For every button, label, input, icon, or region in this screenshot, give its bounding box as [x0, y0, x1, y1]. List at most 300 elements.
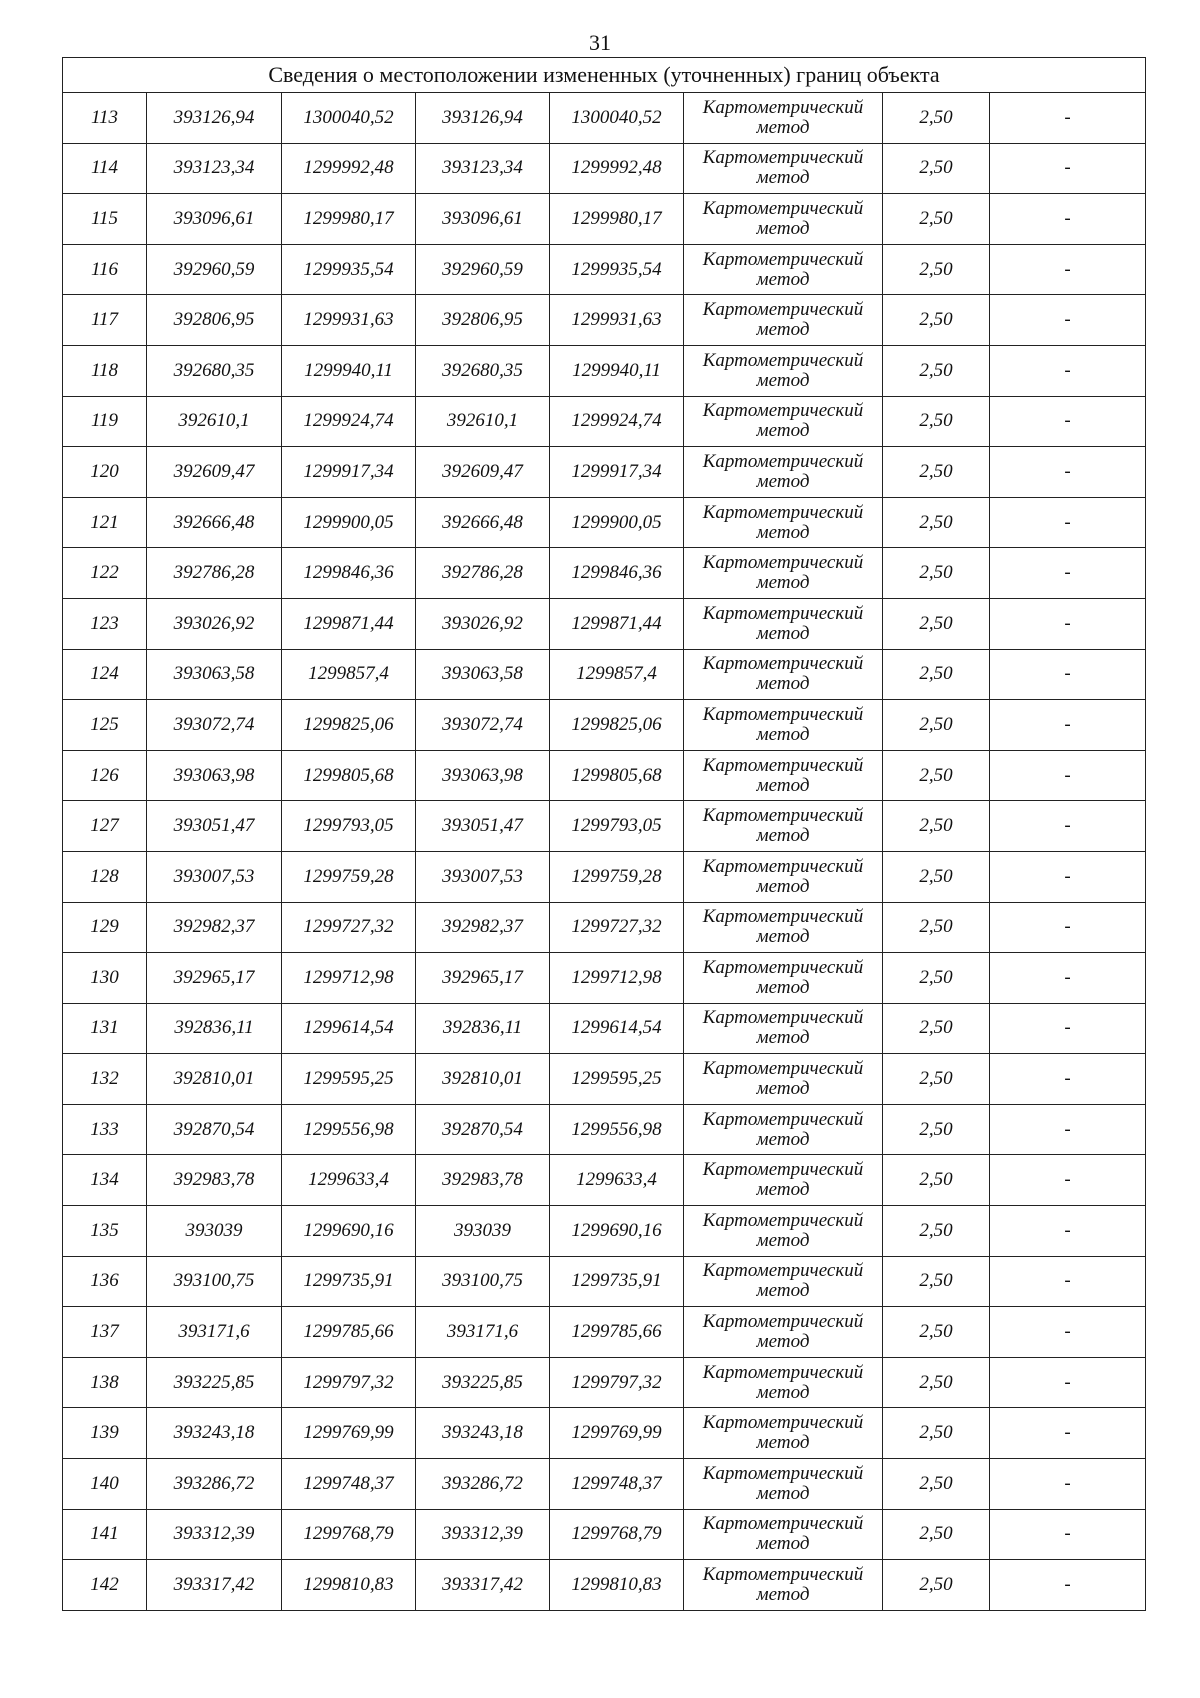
- method-cell: [684, 1054, 883, 1105]
- method-line1: Картометрический: [702, 501, 864, 523]
- method-line2: метод: [756, 926, 810, 948]
- accuracy-cell: 2,50: [883, 598, 990, 649]
- method-cell: [684, 295, 883, 346]
- existing-x-cell: 393072,74: [147, 700, 282, 751]
- method-line2: метод: [756, 1533, 810, 1555]
- refined-y-cell: 1299759,28: [550, 851, 684, 902]
- existing-x-cell: 393126,94: [147, 93, 282, 144]
- method-line1: Картометрический: [702, 1311, 864, 1333]
- method-line1: Картометрический: [702, 1361, 864, 1383]
- accuracy-cell: 2,50: [883, 851, 990, 902]
- table-row: [63, 345, 1146, 396]
- point-number-cell: 127: [63, 801, 147, 852]
- note-cell: -: [990, 700, 1146, 751]
- method-line1: Картометрический: [702, 400, 864, 422]
- refined-y-cell: 1299935,54: [550, 244, 684, 295]
- point-number-cell: 126: [63, 750, 147, 801]
- refined-y-cell: 1299595,25: [550, 1054, 684, 1105]
- method-line1: Картометрический: [702, 754, 864, 776]
- accuracy-cell: 2,50: [883, 1155, 990, 1206]
- method-line2: метод: [756, 1179, 810, 1201]
- note-cell: -: [990, 953, 1146, 1004]
- table-row: [63, 1155, 1146, 1206]
- note-cell: -: [990, 1509, 1146, 1560]
- note-cell: -: [990, 1357, 1146, 1408]
- existing-x-cell: 393096,61: [147, 194, 282, 245]
- method-line2: метод: [756, 622, 810, 644]
- existing-x-cell: 393026,92: [147, 598, 282, 649]
- existing-x-cell: 393225,85: [147, 1357, 282, 1408]
- table-body: [63, 93, 1146, 1611]
- existing-x-cell: 393312,39: [147, 1509, 282, 1560]
- existing-x-cell: 392806,95: [147, 295, 282, 346]
- method-line2: метод: [756, 1128, 810, 1150]
- table-row: [63, 244, 1146, 295]
- existing-y-cell: 1299825,06: [282, 700, 416, 751]
- method-line1: Картометрический: [702, 299, 864, 321]
- existing-y-cell: 1299900,05: [282, 497, 416, 548]
- method-line1: Картометрический: [702, 1564, 864, 1586]
- method-cell: [684, 143, 883, 194]
- method-line2: метод: [756, 1432, 810, 1454]
- note-cell: -: [990, 750, 1146, 801]
- refined-y-cell: 1299690,16: [550, 1206, 684, 1257]
- method-line1: Картометрический: [702, 1260, 864, 1282]
- table-row: [63, 902, 1146, 953]
- table-row: [63, 1256, 1146, 1307]
- point-number-cell: 116: [63, 244, 147, 295]
- table-row: [63, 93, 1146, 144]
- note-cell: -: [990, 598, 1146, 649]
- point-number-cell: 134: [63, 1155, 147, 1206]
- method-line2: метод: [756, 470, 810, 492]
- note-cell: -: [990, 396, 1146, 447]
- method-line2: метод: [756, 723, 810, 745]
- accuracy-cell: 2,50: [883, 497, 990, 548]
- method-cell: [684, 93, 883, 144]
- point-number-cell: 142: [63, 1560, 147, 1611]
- method-cell: [684, 194, 883, 245]
- existing-x-cell: 392836,11: [147, 1003, 282, 1054]
- accuracy-cell: 2,50: [883, 801, 990, 852]
- refined-y-cell: 1299940,11: [550, 345, 684, 396]
- point-number-cell: 133: [63, 1104, 147, 1155]
- refined-y-cell: 1299825,06: [550, 700, 684, 751]
- boundary-coordinates-table: [62, 57, 1146, 1611]
- point-number-cell: 136: [63, 1256, 147, 1307]
- refined-y-cell: 1299748,37: [550, 1459, 684, 1510]
- refined-y-cell: 1299924,74: [550, 396, 684, 447]
- refined-y-cell: 1300040,52: [550, 93, 684, 144]
- accuracy-cell: 2,50: [883, 1003, 990, 1054]
- note-cell: -: [990, 295, 1146, 346]
- refined-y-cell: 1299900,05: [550, 497, 684, 548]
- method-line1: Картометрический: [702, 653, 864, 675]
- method-line1: Картометрический: [702, 96, 864, 118]
- existing-y-cell: 1299917,34: [282, 447, 416, 498]
- method-line1: Картометрический: [702, 1209, 864, 1231]
- existing-x-cell: 392960,59: [147, 244, 282, 295]
- method-cell: [684, 1408, 883, 1459]
- refined-x-cell: 393072,74: [416, 700, 550, 751]
- method-cell: [684, 345, 883, 396]
- method-line2: метод: [756, 976, 810, 998]
- refined-x-cell: 393063,58: [416, 649, 550, 700]
- refined-x-cell: 392609,47: [416, 447, 550, 498]
- method-line2: метод: [756, 268, 810, 290]
- method-line2: метод: [756, 875, 810, 897]
- method-line1: Картометрический: [702, 1108, 864, 1130]
- refined-y-cell: 1299992,48: [550, 143, 684, 194]
- method-cell: [684, 1206, 883, 1257]
- existing-x-cell: 392810,01: [147, 1054, 282, 1105]
- table-row: [63, 1408, 1146, 1459]
- method-line2: метод: [756, 825, 810, 847]
- method-line1: Картометрический: [702, 703, 864, 725]
- existing-y-cell: 1299793,05: [282, 801, 416, 852]
- existing-y-cell: 1299924,74: [282, 396, 416, 447]
- method-line1: Картометрический: [702, 349, 864, 371]
- method-line1: Картометрический: [702, 552, 864, 574]
- note-cell: -: [990, 649, 1146, 700]
- note-cell: -: [990, 1307, 1146, 1358]
- refined-y-cell: 1299769,99: [550, 1408, 684, 1459]
- refined-x-cell: 392836,11: [416, 1003, 550, 1054]
- accuracy-cell: 2,50: [883, 1256, 990, 1307]
- table-row: [63, 1509, 1146, 1560]
- accuracy-cell: 2,50: [883, 244, 990, 295]
- existing-y-cell: 1299556,98: [282, 1104, 416, 1155]
- note-cell: -: [990, 1256, 1146, 1307]
- accuracy-cell: 2,50: [883, 295, 990, 346]
- refined-x-cell: 393063,98: [416, 750, 550, 801]
- accuracy-cell: 2,50: [883, 143, 990, 194]
- note-cell: -: [990, 1054, 1146, 1105]
- table-row: [63, 548, 1146, 599]
- point-number-cell: 131: [63, 1003, 147, 1054]
- point-number-cell: 132: [63, 1054, 147, 1105]
- method-line1: Картометрический: [702, 248, 864, 270]
- method-line2: метод: [756, 1584, 810, 1606]
- note-cell: -: [990, 1155, 1146, 1206]
- refined-x-cell: 393312,39: [416, 1509, 550, 1560]
- refined-y-cell: 1299871,44: [550, 598, 684, 649]
- refined-y-cell: 1299810,83: [550, 1560, 684, 1611]
- table-row: [63, 750, 1146, 801]
- accuracy-cell: 2,50: [883, 1054, 990, 1105]
- method-line1: Картометрический: [702, 855, 864, 877]
- accuracy-cell: 2,50: [883, 345, 990, 396]
- refined-x-cell: 393171,6: [416, 1307, 550, 1358]
- existing-y-cell: 1299935,54: [282, 244, 416, 295]
- note-cell: -: [990, 143, 1146, 194]
- note-cell: -: [990, 1459, 1146, 1510]
- existing-x-cell: 392609,47: [147, 447, 282, 498]
- table-row: [63, 143, 1146, 194]
- method-cell: [684, 1104, 883, 1155]
- point-number-cell: 120: [63, 447, 147, 498]
- existing-y-cell: 1299690,16: [282, 1206, 416, 1257]
- existing-y-cell: 1299633,4: [282, 1155, 416, 1206]
- accuracy-cell: 2,50: [883, 548, 990, 599]
- existing-x-cell: 392983,78: [147, 1155, 282, 1206]
- table-row: [63, 1307, 1146, 1358]
- accuracy-cell: 2,50: [883, 396, 990, 447]
- existing-y-cell: 1299846,36: [282, 548, 416, 599]
- method-cell: [684, 700, 883, 751]
- method-cell: [684, 598, 883, 649]
- method-line1: Картометрический: [702, 906, 864, 928]
- existing-x-cell: 393317,42: [147, 1560, 282, 1611]
- existing-x-cell: 393286,72: [147, 1459, 282, 1510]
- point-number-cell: 128: [63, 851, 147, 902]
- table-row: [63, 598, 1146, 649]
- point-number-cell: 124: [63, 649, 147, 700]
- method-cell: [684, 1155, 883, 1206]
- note-cell: -: [990, 1560, 1146, 1611]
- point-number-cell: 130: [63, 953, 147, 1004]
- existing-y-cell: 1299805,68: [282, 750, 416, 801]
- table-row: [63, 801, 1146, 852]
- method-line1: Картометрический: [702, 1513, 864, 1535]
- table-row: [63, 1003, 1146, 1054]
- refined-x-cell: 392786,28: [416, 548, 550, 599]
- refined-y-cell: 1299633,4: [550, 1155, 684, 1206]
- table-row: [63, 1459, 1146, 1510]
- existing-y-cell: 1299768,79: [282, 1509, 416, 1560]
- refined-x-cell: 392610,1: [416, 396, 550, 447]
- method-cell: [684, 1560, 883, 1611]
- table-row: [63, 953, 1146, 1004]
- existing-y-cell: 1299759,28: [282, 851, 416, 902]
- method-line2: метод: [756, 572, 810, 594]
- accuracy-cell: 2,50: [883, 649, 990, 700]
- accuracy-cell: 2,50: [883, 1206, 990, 1257]
- method-cell: [684, 447, 883, 498]
- existing-x-cell: 392870,54: [147, 1104, 282, 1155]
- method-cell: [684, 851, 883, 902]
- existing-x-cell: 393100,75: [147, 1256, 282, 1307]
- note-cell: -: [990, 548, 1146, 599]
- method-line2: метод: [756, 1381, 810, 1403]
- note-cell: -: [990, 345, 1146, 396]
- method-cell: [684, 1307, 883, 1358]
- existing-y-cell: 1299748,37: [282, 1459, 416, 1510]
- point-number-cell: 122: [63, 548, 147, 599]
- note-cell: -: [990, 194, 1146, 245]
- note-cell: -: [990, 447, 1146, 498]
- table-title-row: [63, 58, 1146, 93]
- existing-x-cell: 392786,28: [147, 548, 282, 599]
- existing-x-cell: 392982,37: [147, 902, 282, 953]
- note-cell: -: [990, 244, 1146, 295]
- accuracy-cell: 2,50: [883, 1560, 990, 1611]
- table-row: [63, 700, 1146, 751]
- method-cell: [684, 1509, 883, 1560]
- method-line2: метод: [756, 673, 810, 695]
- point-number-cell: 137: [63, 1307, 147, 1358]
- existing-y-cell: 1299810,83: [282, 1560, 416, 1611]
- table-row: [63, 649, 1146, 700]
- accuracy-cell: 2,50: [883, 1459, 990, 1510]
- accuracy-cell: 2,50: [883, 1307, 990, 1358]
- refined-y-cell: 1299768,79: [550, 1509, 684, 1560]
- table-row: [63, 851, 1146, 902]
- point-number-cell: 119: [63, 396, 147, 447]
- point-number-cell: 135: [63, 1206, 147, 1257]
- existing-x-cell: 392965,17: [147, 953, 282, 1004]
- refined-x-cell: 392680,35: [416, 345, 550, 396]
- note-cell: -: [990, 851, 1146, 902]
- table-row: [63, 1357, 1146, 1408]
- method-cell: [684, 1459, 883, 1510]
- table-row: [63, 1560, 1146, 1611]
- refined-y-cell: 1299931,63: [550, 295, 684, 346]
- refined-y-cell: 1299980,17: [550, 194, 684, 245]
- existing-y-cell: 1299797,32: [282, 1357, 416, 1408]
- accuracy-cell: 2,50: [883, 953, 990, 1004]
- existing-x-cell: 392680,35: [147, 345, 282, 396]
- existing-y-cell: 1299785,66: [282, 1307, 416, 1358]
- refined-y-cell: 1299735,91: [550, 1256, 684, 1307]
- method-line1: Картометрический: [702, 147, 864, 169]
- refined-x-cell: 393039: [416, 1206, 550, 1257]
- method-line1: Картометрический: [702, 805, 864, 827]
- method-line2: метод: [756, 1280, 810, 1302]
- accuracy-cell: 2,50: [883, 194, 990, 245]
- method-line2: метод: [756, 1331, 810, 1353]
- method-line2: метод: [756, 1078, 810, 1100]
- refined-y-cell: 1299614,54: [550, 1003, 684, 1054]
- method-cell: [684, 801, 883, 852]
- note-cell: -: [990, 497, 1146, 548]
- note-cell: -: [990, 93, 1146, 144]
- point-number-cell: 114: [63, 143, 147, 194]
- method-line1: Картометрический: [702, 956, 864, 978]
- refined-x-cell: 393225,85: [416, 1357, 550, 1408]
- existing-y-cell: 1299595,25: [282, 1054, 416, 1105]
- note-cell: -: [990, 801, 1146, 852]
- accuracy-cell: 2,50: [883, 1408, 990, 1459]
- existing-y-cell: 1300040,52: [282, 93, 416, 144]
- method-line2: метод: [756, 521, 810, 543]
- accuracy-cell: 2,50: [883, 750, 990, 801]
- note-cell: -: [990, 1408, 1146, 1459]
- method-cell: [684, 649, 883, 700]
- existing-x-cell: 393243,18: [147, 1408, 282, 1459]
- method-cell: [684, 244, 883, 295]
- refined-y-cell: 1299556,98: [550, 1104, 684, 1155]
- method-line2: метод: [756, 1027, 810, 1049]
- note-cell: -: [990, 1206, 1146, 1257]
- refined-y-cell: 1299805,68: [550, 750, 684, 801]
- refined-x-cell: 393243,18: [416, 1408, 550, 1459]
- refined-x-cell: 392960,59: [416, 244, 550, 295]
- table-row: [63, 295, 1146, 346]
- existing-x-cell: 393063,98: [147, 750, 282, 801]
- method-line1: Картометрический: [702, 1412, 864, 1434]
- method-line1: Картометрический: [702, 450, 864, 472]
- refined-x-cell: 392806,95: [416, 295, 550, 346]
- point-number-cell: 139: [63, 1408, 147, 1459]
- existing-x-cell: 393123,34: [147, 143, 282, 194]
- method-cell: [684, 548, 883, 599]
- table-row: [63, 1054, 1146, 1105]
- existing-y-cell: 1299735,91: [282, 1256, 416, 1307]
- accuracy-cell: 2,50: [883, 447, 990, 498]
- refined-y-cell: 1299846,36: [550, 548, 684, 599]
- method-line1: Картометрический: [702, 1159, 864, 1181]
- method-cell: [684, 902, 883, 953]
- point-number-cell: 125: [63, 700, 147, 751]
- refined-x-cell: 392666,48: [416, 497, 550, 548]
- table-row: [63, 1104, 1146, 1155]
- point-number-cell: 113: [63, 93, 147, 144]
- refined-y-cell: 1299785,66: [550, 1307, 684, 1358]
- point-number-cell: 115: [63, 194, 147, 245]
- table-title: Сведения о местоположении измененных (уточненных) границ объекта: [63, 58, 1146, 93]
- refined-y-cell: 1299793,05: [550, 801, 684, 852]
- existing-x-cell: 393063,58: [147, 649, 282, 700]
- existing-y-cell: 1299871,44: [282, 598, 416, 649]
- refined-x-cell: 392870,54: [416, 1104, 550, 1155]
- existing-y-cell: 1299727,32: [282, 902, 416, 953]
- method-cell: [684, 1256, 883, 1307]
- note-cell: -: [990, 902, 1146, 953]
- table-row: [63, 497, 1146, 548]
- accuracy-cell: 2,50: [883, 93, 990, 144]
- method-line2: метод: [756, 167, 810, 189]
- existing-x-cell: 392610,1: [147, 396, 282, 447]
- method-cell: [684, 396, 883, 447]
- method-line2: метод: [756, 369, 810, 391]
- existing-x-cell: 393051,47: [147, 801, 282, 852]
- refined-x-cell: 392982,37: [416, 902, 550, 953]
- accuracy-cell: 2,50: [883, 1509, 990, 1560]
- existing-y-cell: 1299712,98: [282, 953, 416, 1004]
- method-line1: Картометрический: [702, 1007, 864, 1029]
- refined-y-cell: 1299797,32: [550, 1357, 684, 1408]
- refined-x-cell: 393007,53: [416, 851, 550, 902]
- refined-x-cell: 393051,47: [416, 801, 550, 852]
- note-cell: -: [990, 1003, 1146, 1054]
- method-line2: метод: [756, 319, 810, 341]
- existing-x-cell: 393039: [147, 1206, 282, 1257]
- method-line2: метод: [756, 1482, 810, 1504]
- point-number-cell: 121: [63, 497, 147, 548]
- table-row: [63, 1206, 1146, 1257]
- method-cell: [684, 953, 883, 1004]
- note-cell: -: [990, 1104, 1146, 1155]
- method-line1: Картометрический: [702, 197, 864, 219]
- existing-y-cell: 1299980,17: [282, 194, 416, 245]
- accuracy-cell: 2,50: [883, 1357, 990, 1408]
- refined-x-cell: 393026,92: [416, 598, 550, 649]
- table-row: [63, 396, 1146, 447]
- existing-y-cell: 1299614,54: [282, 1003, 416, 1054]
- refined-x-cell: 393286,72: [416, 1459, 550, 1510]
- existing-y-cell: 1299857,4: [282, 649, 416, 700]
- point-number-cell: 138: [63, 1357, 147, 1408]
- point-number-cell: 118: [63, 345, 147, 396]
- accuracy-cell: 2,50: [883, 902, 990, 953]
- existing-y-cell: 1299992,48: [282, 143, 416, 194]
- existing-x-cell: 393171,6: [147, 1307, 282, 1358]
- refined-x-cell: 393317,42: [416, 1560, 550, 1611]
- method-cell: [684, 1003, 883, 1054]
- method-line2: метод: [756, 420, 810, 442]
- point-number-cell: 129: [63, 902, 147, 953]
